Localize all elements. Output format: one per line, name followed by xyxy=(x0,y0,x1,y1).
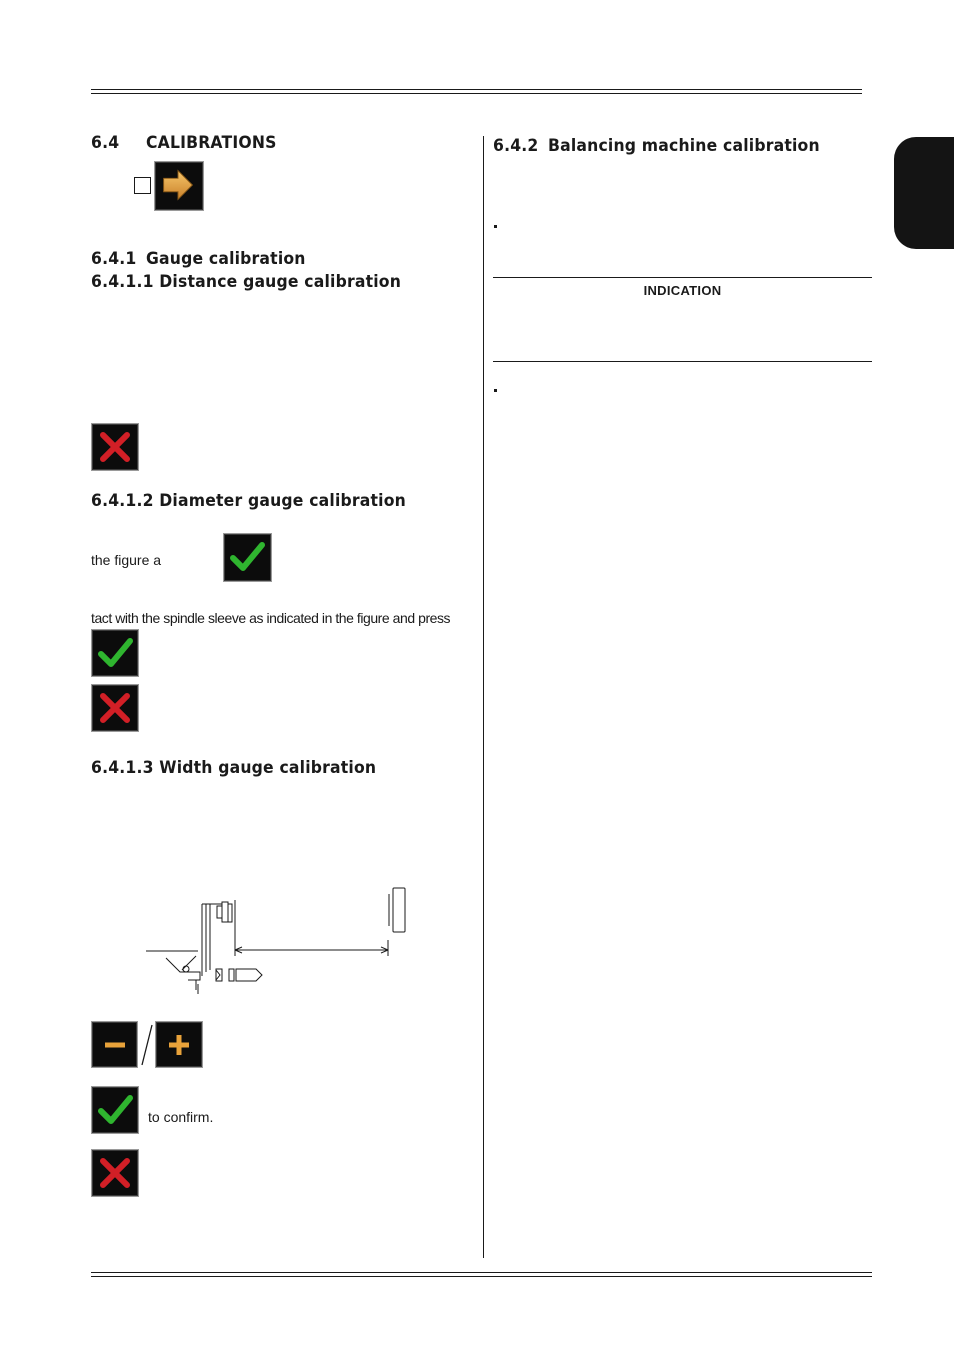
cross-icon xyxy=(92,1150,138,1196)
bullet-dot xyxy=(494,225,497,228)
check-icon xyxy=(92,630,138,676)
cancel-button[interactable] xyxy=(91,423,139,471)
indication-rule-top xyxy=(493,277,872,278)
section-title-calibrations: CALIBRATIONS xyxy=(146,133,277,153)
confirm-button[interactable] xyxy=(223,533,272,582)
text-spindle-sleeve: tact with the spindle sleeve as indicated in the figure and press xyxy=(91,610,451,626)
cross-icon xyxy=(92,685,138,731)
cross-icon xyxy=(92,424,138,470)
indication-rule-bottom xyxy=(493,361,872,362)
section-number-gauge: 6.4.1 xyxy=(91,249,137,269)
section-title-balancing: Balancing machine calibration xyxy=(548,136,820,156)
section-number-balancing: 6.4.2 xyxy=(493,136,539,156)
text-to-confirm: to confirm. xyxy=(148,1109,214,1125)
section-title-gauge: Gauge calibration xyxy=(146,249,306,269)
bullet-dot xyxy=(494,389,497,392)
footer-rule-top xyxy=(91,1272,872,1273)
chapter-tab xyxy=(894,137,954,249)
footer-rule-bottom xyxy=(91,1276,872,1277)
header-rule-top xyxy=(91,89,862,90)
plus-button[interactable] xyxy=(155,1021,203,1068)
minus-icon xyxy=(92,1022,138,1068)
section-title-distance-gauge: 6.4.1.1 Distance gauge calibration xyxy=(91,272,402,292)
plus-icon xyxy=(156,1022,202,1068)
slash-separator xyxy=(139,1023,155,1067)
cancel-button[interactable] xyxy=(91,684,139,732)
section-number-calibrations: 6.4 xyxy=(91,133,120,153)
arrow-button[interactable] xyxy=(154,161,204,211)
section-title-width-gauge: 6.4.1.3 Width gauge calibration xyxy=(91,758,377,778)
text-the-figure: the figure a xyxy=(91,552,162,568)
header-rule-bottom xyxy=(91,93,862,94)
confirm-button[interactable] xyxy=(91,629,139,677)
cancel-button[interactable] xyxy=(91,1149,139,1197)
width-gauge-diagram xyxy=(140,880,415,1000)
calibration-checkbox[interactable] xyxy=(134,177,151,194)
section-title-diameter-gauge: 6.4.1.2 Diameter gauge calibration xyxy=(91,491,406,511)
check-icon xyxy=(224,534,270,580)
indication-label: INDICATION xyxy=(643,283,722,298)
check-icon xyxy=(92,1087,138,1133)
confirm-button[interactable] xyxy=(91,1086,139,1134)
minus-button[interactable] xyxy=(91,1021,138,1068)
column-divider xyxy=(483,136,484,1258)
arrow-right-icon xyxy=(155,162,201,208)
